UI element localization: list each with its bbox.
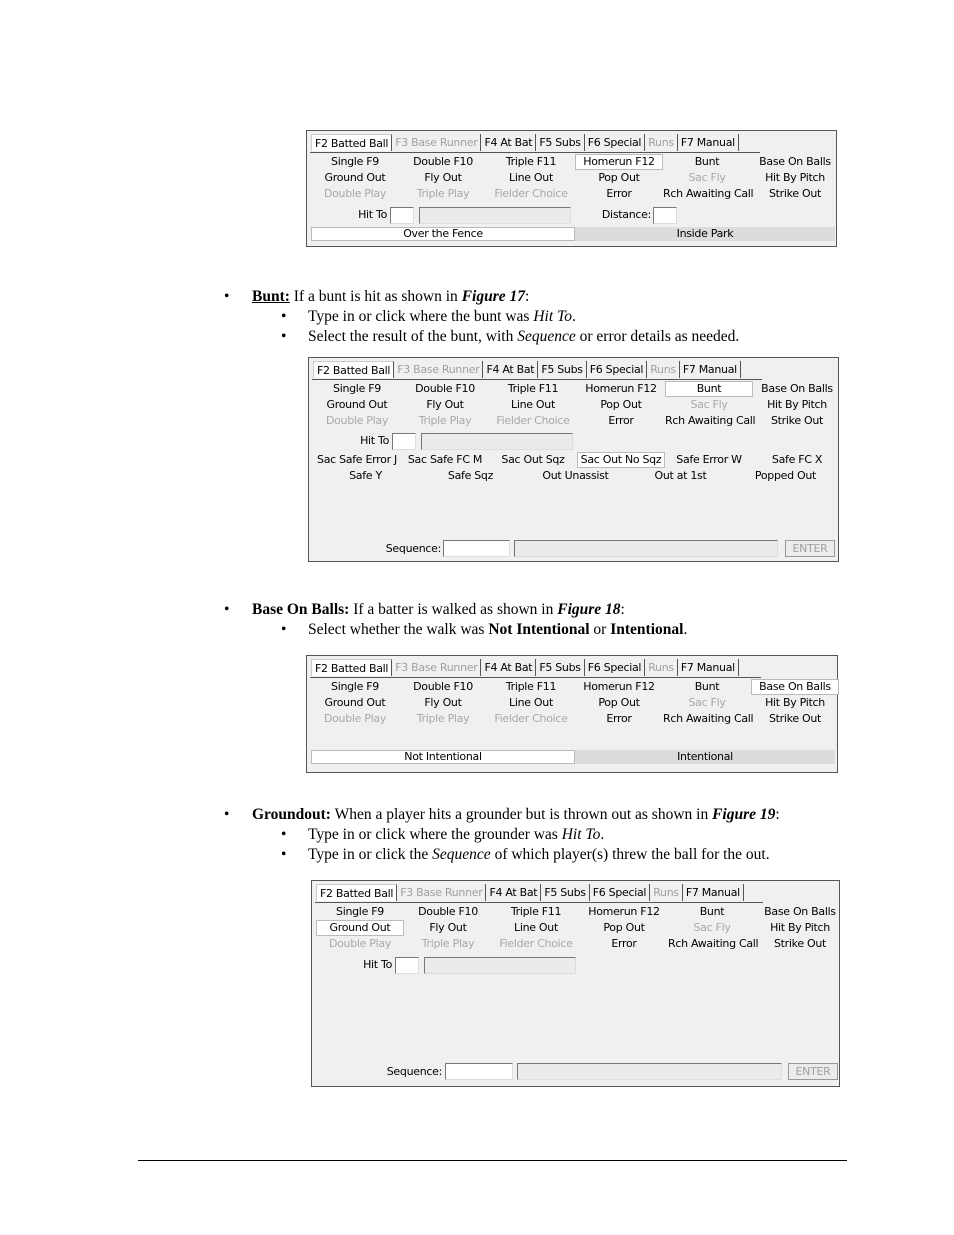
bunt-sub-bullet-1 <box>281 307 576 327</box>
bunt-sub1-em: Hit To <box>533 308 572 325</box>
fly-out-button[interactable]: Fly Out <box>429 921 467 934</box>
bob-sub1-text: Select whether the walk was <box>308 621 489 638</box>
safe-sqz-button[interactable]: Safe Sqz <box>447 469 494 482</box>
tab-subs[interactable]: F5 Subs <box>538 361 586 378</box>
bunt-sub2-text: Select the result of the bunt, with <box>308 328 518 345</box>
bunt-button[interactable]: Bunt <box>699 905 725 918</box>
tab-divider <box>312 379 762 380</box>
bullet-dot: • <box>281 621 287 638</box>
strike-out-button[interactable]: Strike Out <box>773 937 827 950</box>
hit-by-pitch-button[interactable]: Hit By Pitch <box>770 921 830 934</box>
groundout-text: When a player hits a grounder but is thrown out as shown in <box>330 806 713 823</box>
bunt-results-row-1 <box>313 452 841 468</box>
groundout-sub2-text: Type in or click the <box>308 846 433 863</box>
triple-button[interactable]: Triple F11 <box>510 905 562 918</box>
double-play-button[interactable]: Double Play <box>323 187 387 200</box>
tab-base-runner[interactable]: F3 Base Runner <box>392 659 481 676</box>
groundout-title: Groundout: <box>252 806 331 823</box>
tab-divider <box>310 677 761 678</box>
single-button[interactable]: Single F9 <box>331 680 379 693</box>
bob-sub1-post: . <box>683 621 688 638</box>
sequence-label: Sequence: <box>386 1065 442 1078</box>
groundout-sub-bullet-1 <box>281 825 605 845</box>
hit-by-pitch-button[interactable]: Hit By Pitch <box>767 398 827 411</box>
hit-to-input[interactable] <box>392 433 416 450</box>
ground-out-button[interactable]: Ground Out <box>324 171 386 184</box>
bunt-text: If a bunt is hit as shown in <box>289 288 462 305</box>
figure-base-on-balls-panel <box>306 655 838 773</box>
bunt-results-row-2 <box>313 468 838 484</box>
base-on-balls-sub-bullet <box>281 620 688 640</box>
safe-error-button[interactable]: Safe Error W <box>676 453 742 466</box>
bunt-button[interactable]: Bunt <box>694 155 720 168</box>
tab-manual[interactable]: F7 Manual <box>678 134 739 151</box>
homerun-button[interactable]: Homerun F12 <box>585 382 657 395</box>
tab-subs[interactable]: F5 Subs <box>536 134 584 151</box>
tab-special[interactable]: F6 Special <box>590 884 650 901</box>
double-button[interactable]: Double F10 <box>418 905 478 918</box>
tab-batted-ball[interactable]: F2 Batted Ball <box>311 659 392 676</box>
bunt-sub2-post: or error details as needed. <box>575 328 740 345</box>
out-at-1st-button[interactable]: Out at 1st <box>654 469 707 482</box>
sac-fly-button[interactable]: Sac Fly <box>690 398 728 411</box>
bullet-dot: • <box>281 846 287 863</box>
fly-out-button[interactable]: Fly Out <box>424 171 462 184</box>
bullet-dot: • <box>281 826 287 843</box>
strike-out-button[interactable]: Strike Out <box>768 712 822 725</box>
tab-strip <box>316 884 744 902</box>
enter-button[interactable]: ENTER <box>785 540 835 557</box>
line-out-button[interactable]: Line Out <box>509 696 553 709</box>
bunt-sub-bullet-2 <box>281 327 740 347</box>
tab-strip <box>313 361 741 379</box>
base-on-balls-button[interactable]: Base On Balls <box>751 679 839 695</box>
bunt-bullet <box>224 287 530 307</box>
hit-to-label: Hit To <box>363 958 392 971</box>
bob-text: If a batter is walked as shown in <box>349 601 558 618</box>
bunt-sub1-post: . <box>571 308 576 325</box>
intentional-button[interactable]: Intentional <box>575 750 835 764</box>
groundout-sub-bullet-2 <box>281 845 770 865</box>
tab-at-bat[interactable]: F4 At Bat <box>481 659 536 676</box>
base-on-balls-bullet <box>224 600 625 620</box>
sac-safe-fc-button[interactable]: Sac Safe FC M <box>407 453 483 466</box>
sac-out-no-sqz-button[interactable]: Sac Out No Sqz <box>577 452 665 468</box>
fielder-choice-button[interactable]: Fielder Choice <box>496 414 570 427</box>
bunt-colon: : <box>525 288 530 305</box>
bullet-dot: • <box>224 288 230 305</box>
hit-to-description-field <box>424 957 576 974</box>
tab-special[interactable]: F6 Special <box>585 659 645 676</box>
batted-ball-grid <box>316 904 844 952</box>
groundout-sub2-post: of which player(s) threw the ball for the out. <box>490 846 770 863</box>
figure-groundout-panel <box>311 880 840 1087</box>
groundout-bullet <box>224 805 780 825</box>
tab-divider <box>315 902 763 903</box>
strike-out-button[interactable]: Strike Out <box>770 414 824 427</box>
bullet-dot: • <box>224 601 230 618</box>
pop-out-button[interactable]: Pop Out <box>598 696 640 709</box>
sequence-label: Sequence: <box>385 542 441 555</box>
bullet-dot: • <box>281 328 287 345</box>
error-button[interactable]: Error <box>606 187 632 200</box>
triple-button[interactable]: Triple F11 <box>505 680 557 693</box>
tab-batted-ball[interactable]: F2 Batted Ball <box>313 361 394 378</box>
rch-awaiting-call-button[interactable]: Rch Awaiting Call <box>665 414 756 427</box>
bob-sub1-not-intentional: Not Intentional <box>488 621 590 638</box>
tab-base-runner[interactable]: F3 Base Runner <box>397 884 486 901</box>
bunt-sub1-text: Type in or click where the bunt was <box>308 308 534 325</box>
pop-out-button[interactable]: Pop Out <box>603 921 645 934</box>
double-play-button[interactable]: Double Play <box>325 414 389 427</box>
bob-colon: : <box>620 601 625 618</box>
base-on-balls-button[interactable]: Base On Balls <box>764 905 836 918</box>
sequence-description-field <box>517 1063 782 1080</box>
figure-bunt-panel <box>308 357 839 562</box>
batted-ball-grid <box>311 679 839 727</box>
batted-ball-grid <box>311 154 839 202</box>
tab-at-bat[interactable]: F4 At Bat <box>486 884 541 901</box>
bob-title: Base On Balls: <box>252 601 350 618</box>
sac-out-sqz-button[interactable]: Sac Out Sqz <box>501 453 565 466</box>
pop-out-button[interactable]: Pop Out <box>600 398 642 411</box>
error-button[interactable]: Error <box>611 937 637 950</box>
tab-manual[interactable]: F7 Manual <box>678 659 739 676</box>
tab-at-bat[interactable]: F4 At Bat <box>483 361 538 378</box>
single-button[interactable]: Single F9 <box>331 155 379 168</box>
tab-runs[interactable]: Runs <box>650 884 683 901</box>
base-on-balls-button[interactable]: Base On Balls <box>761 382 833 395</box>
triple-play-button[interactable]: Triple Play <box>418 414 472 427</box>
tab-runs[interactable]: Runs <box>645 134 678 151</box>
single-button[interactable]: Single F9 <box>336 905 384 918</box>
bunt-title: Bunt: <box>252 288 290 305</box>
bullet-dot: • <box>281 308 287 325</box>
tab-manual[interactable]: F7 Manual <box>680 361 741 378</box>
double-button[interactable]: Double F10 <box>413 680 473 693</box>
batted-ball-grid <box>313 381 841 429</box>
tab-strip <box>311 659 739 677</box>
bob-sub1-intentional: Intentional <box>610 621 684 638</box>
triple-play-button[interactable]: Triple Play <box>416 187 470 200</box>
base-on-balls-button[interactable]: Base On Balls <box>759 155 831 168</box>
strike-out-button[interactable]: Strike Out <box>768 187 822 200</box>
double-button[interactable]: Double F10 <box>415 382 475 395</box>
groundout-sub1-post: . <box>600 826 605 843</box>
tab-subs[interactable]: F5 Subs <box>536 659 584 676</box>
pop-out-button[interactable]: Pop Out <box>598 171 640 184</box>
tab-runs[interactable]: Runs <box>645 659 678 676</box>
groundout-sub1-text: Type in or click where the grounder was <box>308 826 562 843</box>
groundout-figure-ref: Figure 19 <box>712 806 776 823</box>
homerun-button[interactable]: Homerun F12 <box>583 680 655 693</box>
tab-base-runner[interactable]: F3 Base Runner <box>392 134 481 151</box>
sequence-input[interactable] <box>445 1063 513 1080</box>
fielder-choice-button[interactable]: Fielder Choice <box>494 712 568 725</box>
fielder-choice-button[interactable]: Fielder Choice <box>494 187 568 200</box>
fielder-choice-button[interactable]: Fielder Choice <box>499 937 573 950</box>
tab-batted-ball[interactable]: F2 Batted Ball <box>311 134 392 151</box>
tab-base-runner[interactable]: F3 Base Runner <box>394 361 483 378</box>
popped-out-button[interactable]: Popped Out <box>754 469 817 482</box>
double-button[interactable]: Double F10 <box>413 155 473 168</box>
error-button[interactable]: Error <box>608 414 634 427</box>
triple-button[interactable]: Triple F11 <box>507 382 559 395</box>
bunt-sub2-em: Sequence <box>517 328 576 345</box>
distance-input[interactable] <box>653 207 677 224</box>
tab-subs[interactable]: F5 Subs <box>541 884 589 901</box>
bunt-figure-ref: Figure 17 <box>461 288 525 305</box>
tab-strip <box>311 134 739 152</box>
enter-button[interactable]: ENTER <box>788 1063 838 1080</box>
hit-to-description-field <box>419 207 571 224</box>
ground-out-button[interactable]: Ground Out <box>324 696 386 709</box>
groundout-colon: : <box>775 806 780 823</box>
groundout-sub1-em: Hit To <box>561 826 601 843</box>
hit-by-pitch-button[interactable]: Hit By Pitch <box>765 171 825 184</box>
hit-to-label: Hit To <box>358 208 387 221</box>
sac-fly-button[interactable]: Sac Fly <box>693 921 731 934</box>
bunt-button[interactable]: Bunt <box>665 381 753 397</box>
homerun-button[interactable]: Homerun F12 <box>588 905 660 918</box>
sac-fly-button[interactable]: Sac Fly <box>688 171 726 184</box>
groundout-sub2-em: Sequence <box>432 846 491 863</box>
hit-to-input[interactable] <box>395 957 419 974</box>
triple-play-button[interactable]: Triple Play <box>416 712 470 725</box>
figure-homerun-panel <box>306 130 837 247</box>
line-out-button[interactable]: Line Out <box>514 921 558 934</box>
fly-out-button[interactable]: Fly Out <box>426 398 464 411</box>
bunt-button[interactable]: Bunt <box>694 680 720 693</box>
hit-to-description-field <box>421 433 573 450</box>
ground-out-button[interactable]: Ground Out <box>326 398 388 411</box>
inside-park-button[interactable]: Inside Park <box>575 227 835 241</box>
tab-at-bat[interactable]: F4 At Bat <box>481 134 536 151</box>
double-play-button[interactable]: Double Play <box>323 712 387 725</box>
single-button[interactable]: Single F9 <box>333 382 381 395</box>
hit-to-input[interactable] <box>390 207 414 224</box>
line-out-button[interactable]: Line Out <box>511 398 555 411</box>
hit-by-pitch-button[interactable]: Hit By Pitch <box>765 696 825 709</box>
over-the-fence-button[interactable]: Over the Fence <box>311 227 575 241</box>
triple-button[interactable]: Triple F11 <box>505 155 557 168</box>
triple-play-button[interactable]: Triple Play <box>421 937 475 950</box>
tab-special[interactable]: F6 Special <box>585 134 645 151</box>
sac-safe-error-button[interactable]: Sac Safe Error J <box>317 453 397 466</box>
tab-runs[interactable]: Runs <box>647 361 680 378</box>
error-button[interactable]: Error <box>606 712 632 725</box>
tab-batted-ball[interactable]: F2 Batted Ball <box>316 884 397 901</box>
rch-awaiting-call-button[interactable]: Rch Awaiting Call <box>663 712 754 725</box>
homerun-button[interactable]: Homerun F12 <box>575 154 663 170</box>
sequence-input[interactable] <box>443 540 510 557</box>
double-play-button[interactable]: Double Play <box>328 937 392 950</box>
not-intentional-button[interactable]: Not Intentional <box>311 750 575 764</box>
rch-awaiting-call-button[interactable]: Rch Awaiting Call <box>668 937 759 950</box>
distance-label: Distance: <box>601 208 651 221</box>
line-out-button[interactable]: Line Out <box>509 171 553 184</box>
fly-out-button[interactable]: Fly Out <box>424 696 462 709</box>
tab-manual[interactable]: F7 Manual <box>683 884 744 901</box>
footer-rule <box>138 1160 847 1161</box>
sequence-description-field <box>514 540 778 557</box>
safe-fc-button[interactable]: Safe FC X <box>771 453 823 466</box>
ground-out-button[interactable]: Ground Out <box>316 920 404 936</box>
bullet-dot: • <box>224 806 230 823</box>
out-unassist-button[interactable]: Out Unassist <box>542 469 609 482</box>
hit-to-label: Hit To <box>360 434 389 447</box>
sac-fly-button[interactable]: Sac Fly <box>688 696 726 709</box>
tab-special[interactable]: F6 Special <box>587 361 647 378</box>
tab-divider <box>310 152 760 153</box>
bob-figure-ref: Figure 18 <box>557 601 621 618</box>
safe-button[interactable]: Safe Y <box>349 469 382 482</box>
rch-awaiting-call-button[interactable]: Rch Awaiting Call <box>663 187 754 200</box>
bob-sub1-or: or <box>589 621 611 638</box>
